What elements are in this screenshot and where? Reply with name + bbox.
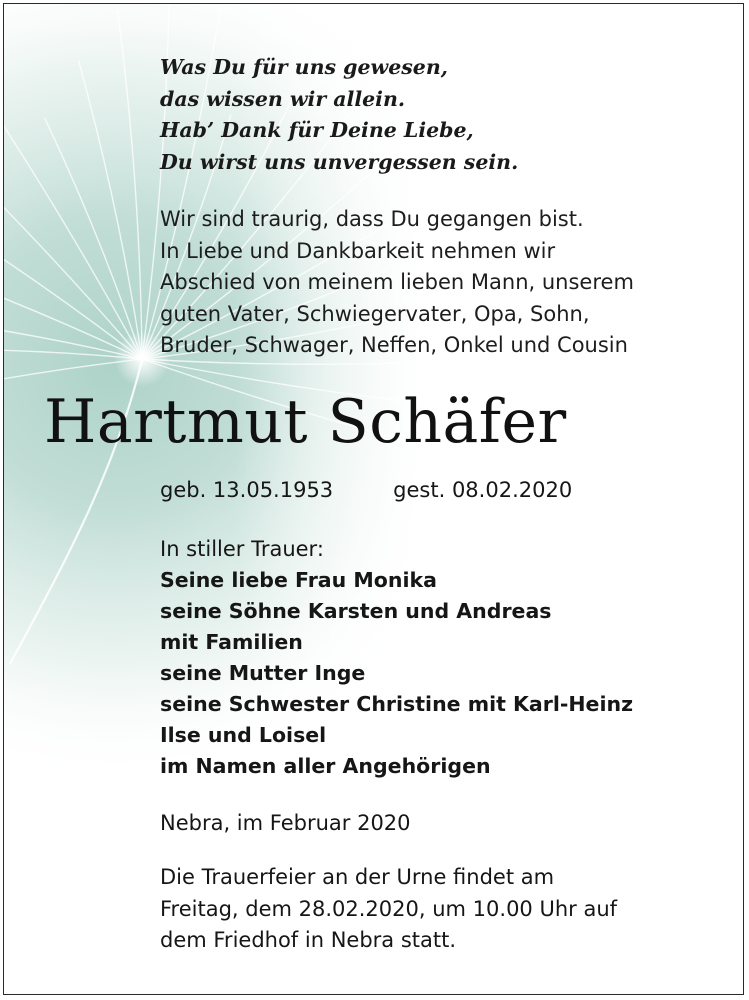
poem-verse xyxy=(160,52,518,178)
mourner-line: im Namen aller Angehörigen xyxy=(160,754,491,778)
mourner-line: Ilse und Loisel xyxy=(160,723,327,747)
obituary-notice xyxy=(3,3,744,995)
deceased-name: Hartmut Schäfer xyxy=(44,387,567,457)
place-and-date: Nebra, im Februar 2020 xyxy=(160,811,411,835)
mourner-line: seine Mutter Inge xyxy=(160,661,366,685)
death-date: gest. 08.02.2020 xyxy=(393,478,573,502)
mourner-line: seine Schwester Christine mit Karl-Heinz xyxy=(160,692,634,716)
intro-line: In Liebe und Dankbarkeit nehmen wir xyxy=(160,238,556,263)
intro-line: Wir sind traurig, dass Du gegangen bist. xyxy=(160,207,584,231)
birth-date: geb. 13.05.1953 xyxy=(160,478,334,502)
mourner-line: Seine liebe Frau Monika xyxy=(160,568,437,592)
life-dates xyxy=(160,474,572,506)
poem-line: das wissen wir allein. xyxy=(160,86,405,111)
intro-line: guten Vater, Schwiegervater, Opa, Sohn, xyxy=(160,301,590,326)
intro-line: Abschied von meinem lieben Mann, unserem xyxy=(160,270,634,294)
service-line: Freitag, dem 28.02.2020, um 10.00 Uhr auf xyxy=(160,896,618,921)
mourning-label: In stiller Trauer: xyxy=(160,537,324,561)
intro-line: Bruder, Schwager, Neffen, Onkel und Cousin xyxy=(160,333,628,357)
poem-line: Was Du für uns gewesen, xyxy=(160,55,448,79)
poem-line: Hab’ Dank für Deine Liebe, xyxy=(160,118,474,142)
service-line: dem Friedhof in Nebra statt. xyxy=(160,928,457,952)
funeral-service-info xyxy=(160,862,617,957)
poem-line: Du wirst uns unvergessen sein. xyxy=(160,149,519,174)
mourner-line: mit Familien xyxy=(160,630,303,654)
service-line: Die Trauerfeier an der Urne findet am xyxy=(160,865,555,889)
mourners-list xyxy=(160,565,633,782)
mourner-line: seine Söhne Karsten und Andreas xyxy=(160,599,552,623)
intro-paragraph xyxy=(160,204,634,362)
